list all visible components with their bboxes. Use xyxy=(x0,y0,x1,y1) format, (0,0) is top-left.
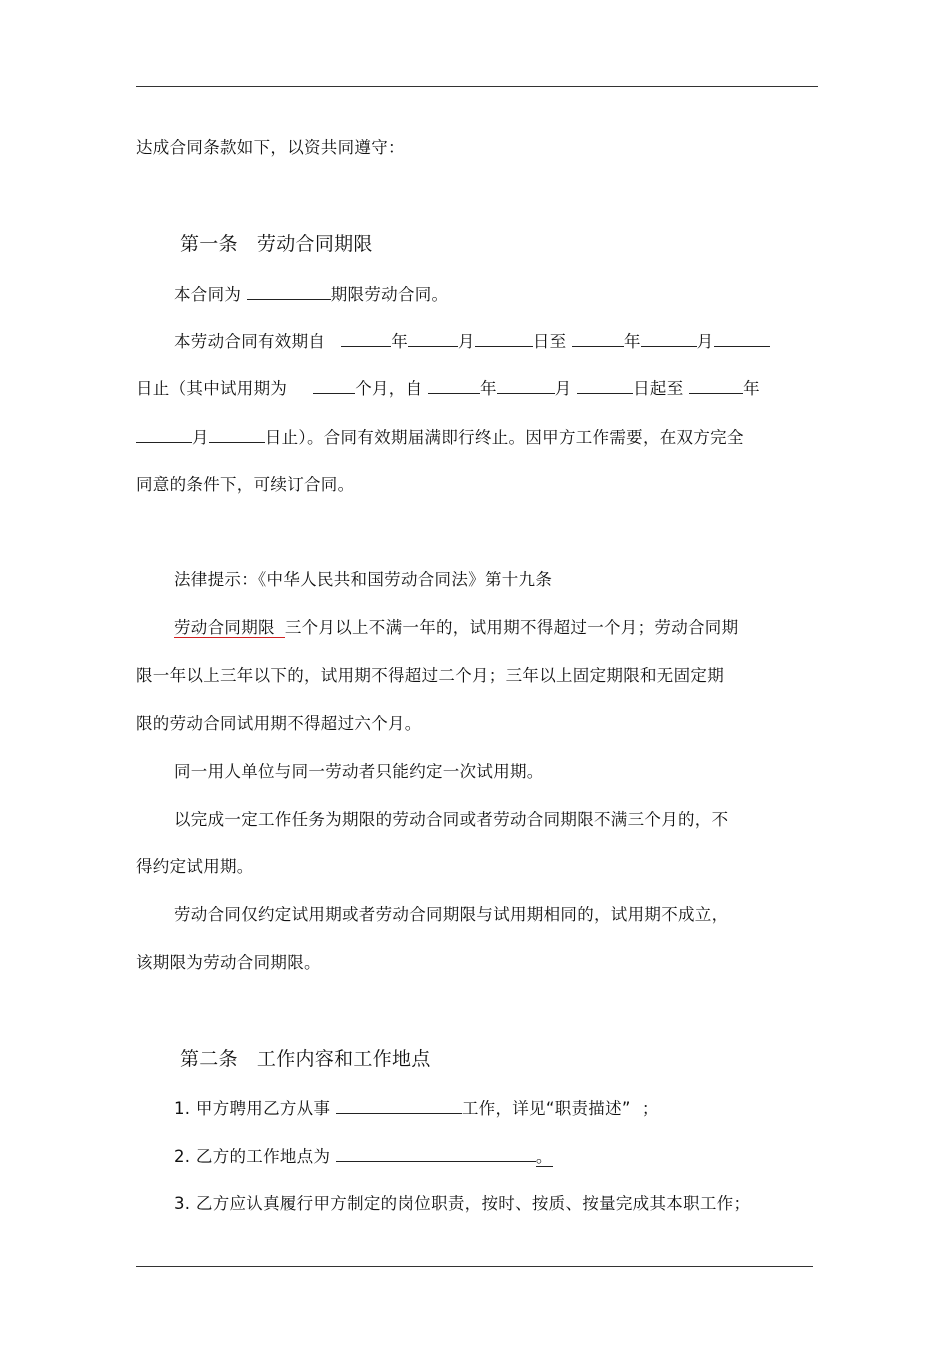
end-year-blank[interactable] xyxy=(572,331,624,347)
legal-line-2: 限一年以上三年以下的，试用期不得超过二个月；三年以上固定期限和无固定期 xyxy=(136,666,724,685)
legal-tip-title: 法律提示：《中华人民共和国劳动合同法》第十九条 xyxy=(174,570,553,589)
renewal-line: 同意的条件下，可续订合同。 xyxy=(136,475,355,494)
validity-line-2: 日止（其中试用期为 个月，自 年 月 日起至 年 xyxy=(136,379,760,398)
end-day-blank[interactable] xyxy=(714,331,770,347)
work-location-blank[interactable] xyxy=(336,1146,536,1162)
legal-line-8: 该期限为劳动合同期限。 xyxy=(136,953,321,972)
probation-start-month-blank[interactable] xyxy=(497,378,555,394)
legal-line-5: 以完成一定工作任务为期限的劳动合同或者劳动合同期限不满三个月的，不 xyxy=(174,810,729,829)
probation-end-year-blank[interactable] xyxy=(689,378,743,394)
intro-text: 达成合同条款如下，以资共同遵守： xyxy=(136,138,405,157)
item-3: 3. 乙方应认真履行甲方制定的岗位职责，按时、按质、按量完成其本职工作； xyxy=(174,1194,751,1213)
validity-line-3: 月 日止）。合同有效期届满即行终止。因甲方工作需要，在双方完全 xyxy=(136,427,744,448)
start-year-blank[interactable] xyxy=(341,331,391,347)
article-2-heading: 第二条 工作内容和工作地点 xyxy=(180,1048,431,1070)
footer-rule xyxy=(136,1266,813,1267)
article-1-heading: 第一条 劳动合同期限 xyxy=(180,233,373,255)
legal-line-3: 限的劳动合同试用期不得超过六个月。 xyxy=(136,714,422,733)
header-rule xyxy=(136,86,818,87)
legal-line-6: 得约定试用期。 xyxy=(136,857,254,876)
probation-end-day-blank[interactable] xyxy=(209,427,265,443)
probation-start-day-blank[interactable] xyxy=(577,378,633,394)
probation-start-year-blank[interactable] xyxy=(428,378,480,394)
legal-line-1: 劳动合同期限 三个月以上不满一年的，试用期不得超过一个月；劳动合同期 xyxy=(174,618,739,637)
legal-line-4: 同一用人单位与同一劳动者只能约定一次试用期。 xyxy=(174,762,544,781)
start-day-blank[interactable] xyxy=(475,331,533,347)
start-month-blank[interactable] xyxy=(408,331,458,347)
legal-term-underlined: 劳动合同期限 xyxy=(174,618,285,638)
item-2: 2. 乙方的工作地点为 。 xyxy=(174,1147,553,1166)
probation-months-blank[interactable] xyxy=(313,378,355,394)
legal-line-7: 劳动合同仅约定试用期或者劳动合同期限与试用期相同的，试用期不成立， xyxy=(174,905,729,924)
contract-type-blank[interactable] xyxy=(247,284,331,300)
end-month-blank[interactable] xyxy=(641,331,697,347)
probation-end-month-blank[interactable] xyxy=(136,427,192,443)
validity-line-1: 本劳动合同有效期自 年 月 日至 年 月 xyxy=(174,331,770,352)
item-1: 1. 甲方聘用乙方从事 工作，详见“职责描述” ； xyxy=(174,1099,659,1118)
job-position-blank[interactable] xyxy=(336,1098,462,1114)
contract-type-line: 本合同为 期限劳动合同。 xyxy=(174,285,449,304)
